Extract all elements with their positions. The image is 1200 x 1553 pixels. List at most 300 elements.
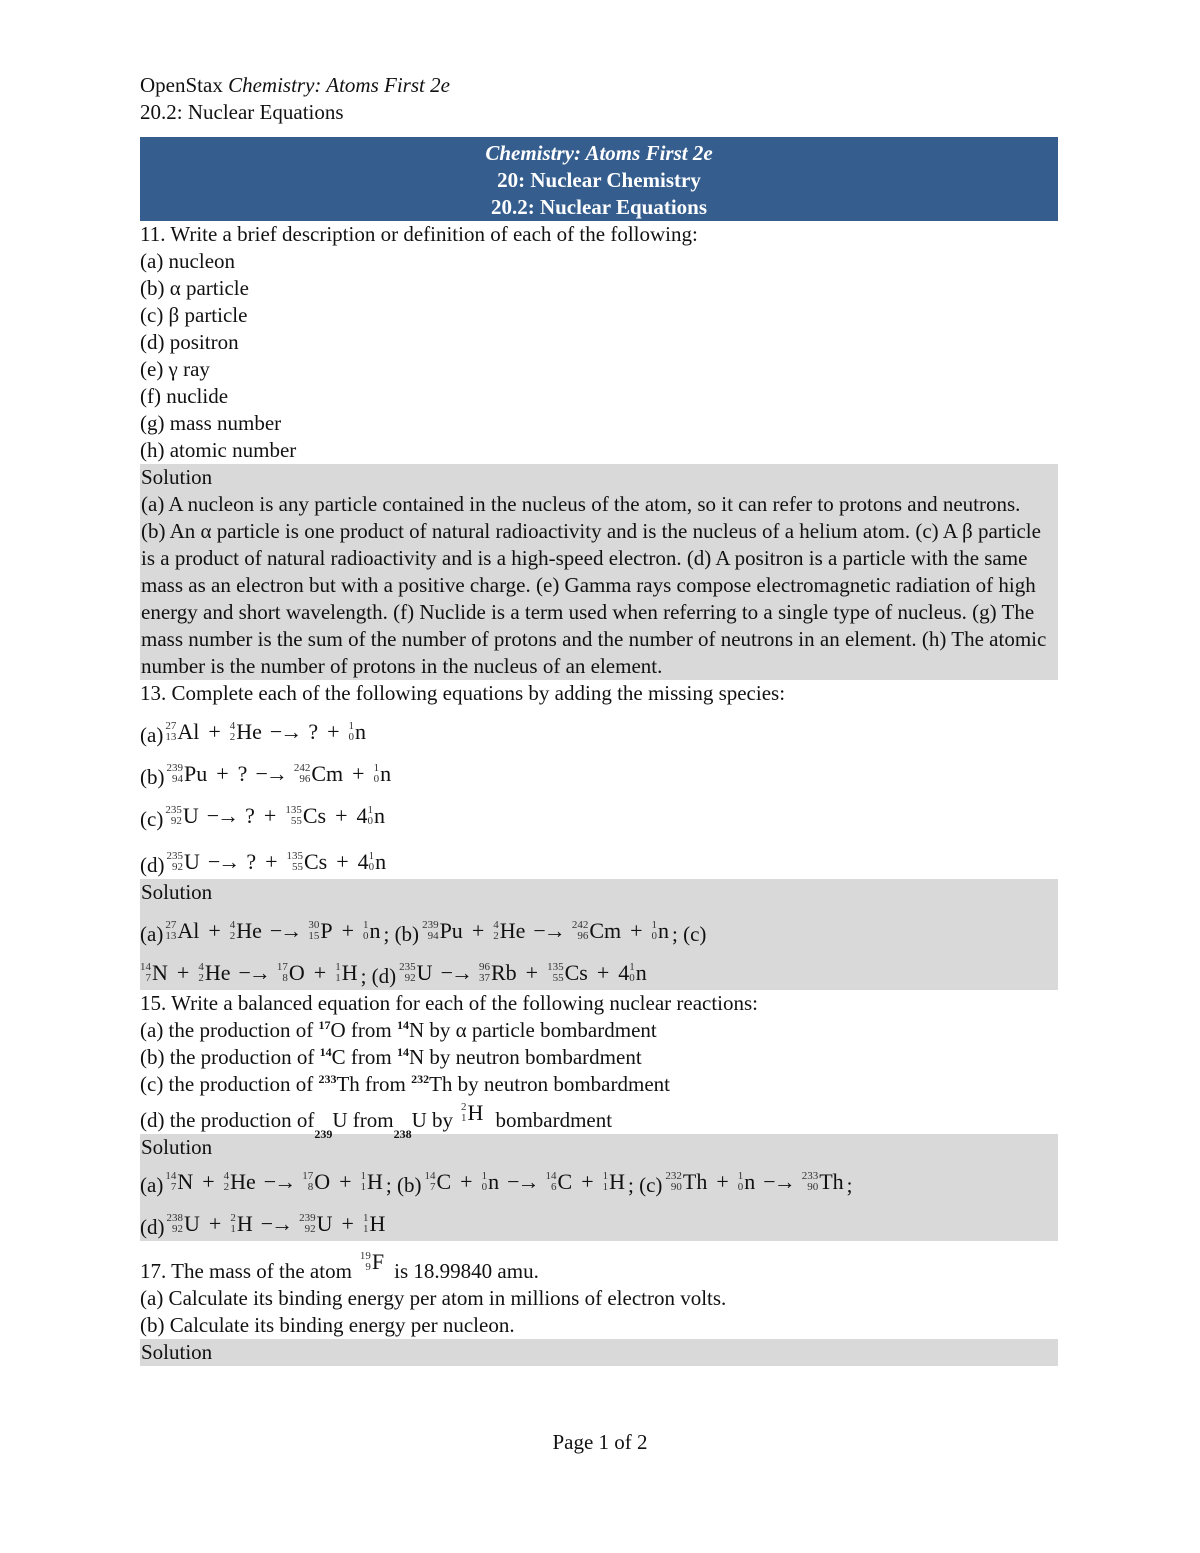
- element-symbol: He: [204, 960, 231, 985]
- solution-row: [140, 906, 1058, 948]
- mass-number: 17: [318, 1018, 331, 1032]
- atomic-number: 0: [651, 930, 658, 942]
- nuclide: [479, 962, 517, 984]
- mass-number: 4: [198, 961, 204, 973]
- nuclide: [230, 721, 262, 743]
- nuclide: [546, 1171, 573, 1193]
- mass-number: 1: [481, 1170, 488, 1182]
- plus-sign: +: [202, 1169, 215, 1194]
- nuclear-equation: [167, 1213, 386, 1241]
- element-symbol: He: [236, 719, 262, 744]
- nuclide-scripts: [165, 721, 176, 743]
- nuclide: [482, 1171, 500, 1193]
- mass-number: 1: [629, 961, 635, 973]
- nuclide: [802, 1171, 844, 1193]
- mass-number: 30: [308, 919, 320, 931]
- element-symbol: C: [436, 1169, 452, 1194]
- nuclide-scripts: [167, 763, 184, 785]
- plus-sign: +: [327, 719, 340, 744]
- plus-sign: +: [336, 849, 349, 874]
- nuclide-scripts: [224, 1171, 230, 1193]
- nuclide-scripts: [629, 962, 635, 984]
- atomic-number: 7: [145, 972, 151, 984]
- nuclide-scripts: [461, 1102, 467, 1124]
- reaction-arrow: −→: [263, 1169, 295, 1194]
- mass-number: 4: [229, 919, 236, 931]
- atomic-number: 96: [299, 773, 311, 785]
- nuclide-scripts: [167, 1213, 184, 1235]
- element-symbol: Cm: [589, 918, 622, 943]
- reaction-arrow: −→: [763, 1169, 794, 1194]
- nuclear-equation: [167, 763, 392, 791]
- nuclide-scripts: [363, 920, 369, 942]
- atomic-number: 2: [229, 930, 236, 942]
- mass-number: 2: [230, 1212, 236, 1224]
- element-symbol: U: [182, 803, 199, 828]
- atomic-number: 96: [577, 930, 589, 942]
- nuclide-scripts: [335, 962, 341, 984]
- item-text: Th from: [336, 1072, 412, 1096]
- part-label: (b): [140, 765, 165, 789]
- nuclide-scripts: [546, 1171, 557, 1193]
- element-symbol: n: [355, 719, 366, 744]
- nuclide-symbol: [360, 1251, 384, 1285]
- mass-number: 96: [478, 961, 490, 973]
- element-symbol: H: [341, 960, 358, 985]
- question-item: (a) Calculate its binding energy per atom in millions of electron volts.: [140, 1286, 727, 1310]
- atomic-number: 0: [629, 972, 635, 984]
- nuclide: [140, 962, 168, 984]
- coefficient: 4: [356, 803, 368, 828]
- element-symbol: U: [416, 960, 433, 985]
- nuclide-scripts: [493, 920, 499, 942]
- item-text: (c) the production of: [140, 1072, 319, 1096]
- nuclide-scripts: [308, 920, 319, 942]
- element-symbol: U: [184, 849, 200, 874]
- atomic-number: 92: [172, 1223, 183, 1235]
- mass-number: 14: [140, 961, 151, 973]
- atomic-number: 55: [552, 972, 564, 984]
- atomic-number: 13: [165, 930, 177, 942]
- atomic-number: 94: [172, 773, 183, 785]
- atomic-number: 0: [348, 731, 354, 743]
- question-item: (b) Calculate its binding energy per nucleon.: [140, 1313, 515, 1337]
- atomic-number: 8: [307, 1181, 314, 1193]
- nuclide: [361, 1171, 383, 1193]
- equation-row: [140, 707, 1058, 749]
- nuclide-scripts: [165, 805, 182, 827]
- document-page: [140, 72, 1058, 1366]
- item-text: C from: [331, 1045, 397, 1069]
- question-item: (d) positron: [140, 330, 239, 354]
- question-item: (h) atomic number: [140, 438, 297, 462]
- question-item: (c) β particle: [140, 303, 248, 327]
- reaction-arrow: −→: [206, 803, 238, 828]
- element-symbol: C: [557, 1169, 573, 1194]
- mass-number: 233: [801, 1170, 819, 1182]
- nuclide: [363, 920, 381, 942]
- reaction-arrow: −→: [207, 849, 239, 874]
- nuclide: [652, 920, 670, 942]
- nuclide: [665, 1171, 707, 1193]
- plus-sign: +: [525, 960, 539, 985]
- atomic-number: 6: [551, 1181, 557, 1193]
- reaction-arrow: −→: [440, 960, 471, 985]
- nuclear-equation: [422, 920, 669, 948]
- nuclear-equation: [399, 962, 647, 990]
- nuclide-scripts: [277, 962, 288, 984]
- atomic-number: 0: [362, 930, 369, 942]
- mass-number: 1: [360, 1170, 367, 1182]
- element-symbol: He: [236, 918, 262, 943]
- element-symbol: Rb: [490, 960, 517, 985]
- item-text: O from: [330, 1018, 397, 1042]
- plus-sign: +: [176, 960, 190, 985]
- element-symbol: Pu: [439, 918, 463, 943]
- nuclide: [308, 920, 332, 942]
- question-item: (e) γ ray: [140, 357, 210, 381]
- nuclide-scripts: [374, 763, 380, 785]
- question-11: [140, 221, 1058, 680]
- item-text: (b) the production of: [140, 1045, 320, 1069]
- element-symbol: Cs: [302, 803, 327, 828]
- mass-number: 232: [411, 1072, 430, 1086]
- mass-number: 135: [285, 804, 302, 816]
- mass-number: 17: [276, 961, 288, 973]
- solution-text: (a) A nucleon is any particle contained in the nucleus of the atom, so it can refer to protons and neutrons. (b) An α particle is one product of natural radioactivity and is the nucleus of a helium atom. (c) A β particle is a product of natural radioactivity and is a high-speed electron. (d) A positron is a particle with the same mass as an electron but with a positive charge. (e) Gamma rays compose electromagnetic radiation of high energy and short wavelength. (f) Nuclide is a term used when referring to a single type of nucleus. (g) The mass number is the sum of the number of protons and the number of neutrons in an element. (h) The atomic number is the number of protons in the nucleus of an element.: [141, 492, 1047, 678]
- mass-number: 1: [362, 1212, 369, 1224]
- part-label: (c): [140, 807, 164, 831]
- solution-label: Solution: [141, 465, 213, 489]
- element-symbol: Cs: [304, 849, 328, 874]
- plus-sign: +: [716, 1169, 729, 1194]
- question-15: [140, 990, 1058, 1241]
- nuclide: [165, 805, 198, 827]
- question-item: [140, 1017, 1058, 1044]
- mass-number: 4: [223, 1170, 230, 1182]
- atomic-number: 2: [198, 972, 204, 984]
- banner-book-title: Chemistry: Atoms First 2e: [485, 141, 713, 165]
- nuclide-scripts: [738, 1171, 744, 1193]
- solution-label: Solution: [141, 1135, 213, 1159]
- chapter-banner: [140, 137, 1058, 221]
- plus-sign: +: [216, 761, 229, 786]
- nuclear-equation: [424, 1171, 625, 1199]
- atomic-number: 15: [308, 930, 320, 942]
- nuclide-scripts: [369, 851, 375, 873]
- mass-number: 135: [547, 961, 564, 973]
- mass-number: 239: [422, 919, 439, 931]
- nuclide-scripts: [140, 962, 151, 984]
- nuclide: [167, 763, 208, 785]
- mass-number: 235: [165, 804, 182, 816]
- nuclide: [493, 920, 525, 942]
- nuclide-scripts: [349, 721, 355, 743]
- nuclide-scripts: [422, 920, 439, 942]
- mass-number: 2: [461, 1101, 467, 1113]
- part-label: (d): [140, 1215, 165, 1239]
- mass-number: 4: [229, 720, 236, 732]
- atomic-number: 1: [362, 1223, 369, 1235]
- nuclide-scripts: [652, 920, 658, 942]
- nuclide: [230, 920, 262, 942]
- unknown-species: ?: [246, 849, 257, 874]
- atomic-number: 92: [170, 815, 182, 827]
- question-item: (g) mass number: [140, 411, 282, 435]
- nuclear-equation: [140, 962, 358, 990]
- nuclide-scripts: [167, 851, 184, 873]
- nuclide-scripts: [285, 805, 302, 827]
- coefficient: 4: [357, 849, 369, 874]
- part-label: (d): [140, 853, 165, 877]
- banner-chapter: 20: Nuclear Chemistry: [497, 168, 701, 192]
- reaction-arrow: −→: [269, 918, 301, 943]
- element-symbol: n: [373, 803, 385, 828]
- question-item: [140, 1071, 1058, 1098]
- nuclide: [356, 805, 385, 827]
- question-prompt: 11. Write a brief description or definition of each of the following:: [140, 222, 698, 246]
- nuclide-scripts: [363, 1213, 369, 1235]
- mass-number: 17: [302, 1170, 314, 1182]
- reaction-arrow: −→: [269, 719, 301, 744]
- nuclear-equation: [165, 1171, 383, 1199]
- document-header: [140, 72, 1058, 126]
- nuclide-scripts: [603, 1171, 609, 1193]
- mass-number: 1: [373, 762, 380, 774]
- element-symbol: H: [236, 1211, 253, 1236]
- part-label: (a): [140, 922, 164, 946]
- nuclide: [277, 962, 305, 984]
- question-prompt: 13. Complete each of the following equations by adding the missing species:: [140, 681, 786, 705]
- nuclear-equation: [167, 851, 387, 879]
- mass-number: 14: [319, 1045, 332, 1059]
- element-symbol: n: [488, 1169, 500, 1194]
- atomic-number: 13: [165, 731, 177, 743]
- plus-sign: +: [630, 918, 643, 943]
- nuclide-scripts: [399, 962, 416, 984]
- atomic-number: 8: [282, 972, 288, 984]
- reaction-arrow: −→: [507, 1169, 538, 1194]
- nuclide-scripts: [360, 1251, 371, 1273]
- atomic-number: 92: [404, 972, 416, 984]
- element-symbol: He: [230, 1169, 256, 1194]
- element-symbol: U: [184, 1211, 200, 1236]
- nuclide-scripts: [165, 1171, 176, 1193]
- plus-sign: +: [471, 918, 485, 943]
- nuclide-scripts: [479, 962, 490, 984]
- mass-number: 14: [165, 1170, 177, 1182]
- element-symbol: He: [499, 918, 526, 943]
- plus-sign: +: [263, 803, 277, 828]
- nuclide: [360, 1251, 384, 1273]
- book-title: Chemistry: Atoms First 2e: [228, 73, 450, 97]
- nuclide: [572, 920, 621, 942]
- element-symbol: F: [371, 1249, 385, 1274]
- mass-number: 239: [166, 762, 183, 774]
- element-symbol: n: [744, 1169, 756, 1194]
- nuclide-scripts: [367, 805, 373, 827]
- solution-label: Solution: [141, 880, 213, 904]
- nuclide: [422, 920, 463, 942]
- item-text: U from: [332, 1108, 394, 1132]
- mass-number: 242: [571, 919, 589, 931]
- solution-row: [140, 948, 1058, 990]
- plus-sign: +: [265, 849, 278, 874]
- nuclide-scripts: [165, 920, 176, 942]
- plus-sign: +: [581, 1169, 594, 1194]
- nuclide-scripts: [230, 920, 236, 942]
- atomic-number: 2: [223, 1181, 230, 1193]
- atomic-number: 0: [368, 861, 375, 873]
- atomic-number: 0: [373, 773, 380, 785]
- mass-number: 238: [166, 1212, 183, 1224]
- element-symbol: U: [316, 1211, 333, 1236]
- plus-sign: +: [208, 1211, 222, 1236]
- nuclide: [287, 851, 328, 873]
- solution-block: [140, 464, 1058, 680]
- solution-block: [140, 1134, 1058, 1241]
- part-label: ; (c): [672, 922, 707, 946]
- mass-number: 1: [368, 850, 375, 862]
- equation-row: [140, 833, 1058, 879]
- reaction-arrow: −→: [533, 918, 564, 943]
- header-section: 20.2: Nuclear Equations: [140, 100, 344, 124]
- element-symbol: H: [467, 1100, 484, 1125]
- element-symbol: O: [314, 1169, 331, 1194]
- plus-sign: +: [460, 1169, 473, 1194]
- plus-sign: +: [208, 918, 221, 943]
- mass-number: 1: [651, 919, 658, 931]
- mass-number: 1: [362, 919, 369, 931]
- nuclide-scripts: [230, 1213, 236, 1235]
- plus-sign: +: [313, 960, 327, 985]
- atomic-number: 0: [737, 1181, 744, 1193]
- part-label: ; (b): [385, 1173, 422, 1197]
- nuclide: [167, 1213, 200, 1235]
- reaction-arrow: −→: [255, 761, 286, 786]
- nuclide: [399, 962, 432, 984]
- question-prompt: 15. Write a balanced equation for each of the following nuclear reactions:: [140, 991, 759, 1015]
- part-label: ; (c): [628, 1173, 663, 1197]
- mass-number: 1: [367, 804, 373, 816]
- nuclide-scripts: [482, 1171, 488, 1193]
- coefficient: 4: [618, 960, 630, 985]
- element-symbol: Pu: [184, 761, 208, 786]
- part-label: (a): [140, 1173, 164, 1197]
- nuclide-scripts: [198, 962, 204, 984]
- element-symbol: n: [375, 849, 387, 874]
- plus-sign: +: [208, 719, 221, 744]
- plus-sign: +: [596, 960, 610, 985]
- part-label: (a): [140, 723, 164, 747]
- mass-number: 1: [737, 1170, 744, 1182]
- mass-number: 232: [665, 1170, 682, 1182]
- item-text: (a) the production of: [140, 1018, 319, 1042]
- mass-number: 235: [399, 961, 416, 973]
- element-symbol: N: [152, 960, 168, 985]
- mass-number: 1: [348, 720, 354, 732]
- nuclear-equation: [665, 1171, 843, 1199]
- nuclide: [294, 763, 343, 785]
- mass-number: 27: [165, 720, 177, 732]
- element-symbol: Al: [177, 719, 200, 744]
- nuclide: [165, 920, 199, 942]
- publisher: OpenStax: [140, 73, 223, 97]
- reaction-arrow: −→: [238, 960, 269, 985]
- atomic-number: 94: [427, 930, 439, 942]
- atomic-number: 55: [292, 861, 303, 873]
- item-text: Th by neutron bombardment: [429, 1072, 670, 1096]
- solution-block: [140, 879, 1058, 990]
- element-symbol: Cm: [311, 761, 344, 786]
- nuclide-scripts: [665, 1171, 682, 1193]
- mass-number: 233: [318, 1072, 337, 1086]
- solution-block: [140, 1339, 1058, 1366]
- nuclide-scripts: [361, 1171, 367, 1193]
- mass-number: 14: [424, 1170, 436, 1182]
- atomic-number: 92: [172, 861, 183, 873]
- item-text: is 18.99840 amu.: [394, 1259, 539, 1283]
- element-symbol: Al: [177, 918, 200, 943]
- question-item: [140, 1044, 1058, 1071]
- mass-number: 14: [396, 1045, 409, 1059]
- atomic-number: 2: [493, 930, 499, 942]
- nuclide: [167, 851, 200, 873]
- header-book-line: [140, 72, 1058, 99]
- element-symbol: n: [369, 918, 381, 943]
- part-label: ; (b): [383, 922, 420, 946]
- nuclide: [302, 1171, 330, 1193]
- atomic-number: 1: [360, 1181, 367, 1193]
- element-symbol: P: [320, 918, 333, 943]
- nuclide-scripts: [572, 920, 589, 942]
- element-symbol: H: [367, 1169, 383, 1194]
- atomic-number: 0: [367, 815, 373, 827]
- mass-number: 1: [335, 961, 341, 973]
- nuclide: [363, 1213, 385, 1235]
- question-item: [140, 1098, 1058, 1134]
- solution-row: [140, 1199, 1058, 1241]
- nuclide: [547, 962, 588, 984]
- nuclide-scripts: [299, 1213, 316, 1235]
- item-text: U by: [411, 1108, 454, 1132]
- atomic-number: 1: [602, 1181, 609, 1193]
- nuclear-equation: [165, 721, 366, 749]
- nuclide-scripts: [294, 763, 311, 785]
- element-symbol: Th: [682, 1169, 708, 1194]
- plus-sign: +: [339, 1169, 352, 1194]
- plus-sign: +: [352, 761, 365, 786]
- nuclide-scripts: [802, 1171, 819, 1193]
- atomic-number: 1: [461, 1112, 467, 1124]
- mass-number: 19: [359, 1250, 371, 1262]
- nuclear-equation: [165, 920, 380, 948]
- equation-row: [140, 749, 1058, 791]
- nuclide-scripts: [302, 1171, 313, 1193]
- question-17: [140, 1241, 1058, 1366]
- mass-number: 14: [396, 1018, 409, 1032]
- unknown-species: ?: [245, 803, 255, 828]
- nuclide: [165, 721, 199, 743]
- mass-number: 1: [602, 1170, 609, 1182]
- atomic-number: 1: [335, 972, 341, 984]
- mass-number: 4: [493, 919, 499, 931]
- part-label: ; (d): [360, 964, 397, 988]
- atomic-number: 90: [670, 1181, 682, 1193]
- element-symbol: N: [177, 1169, 194, 1194]
- atomic-number: 37: [478, 972, 490, 984]
- nuclide: [224, 1171, 256, 1193]
